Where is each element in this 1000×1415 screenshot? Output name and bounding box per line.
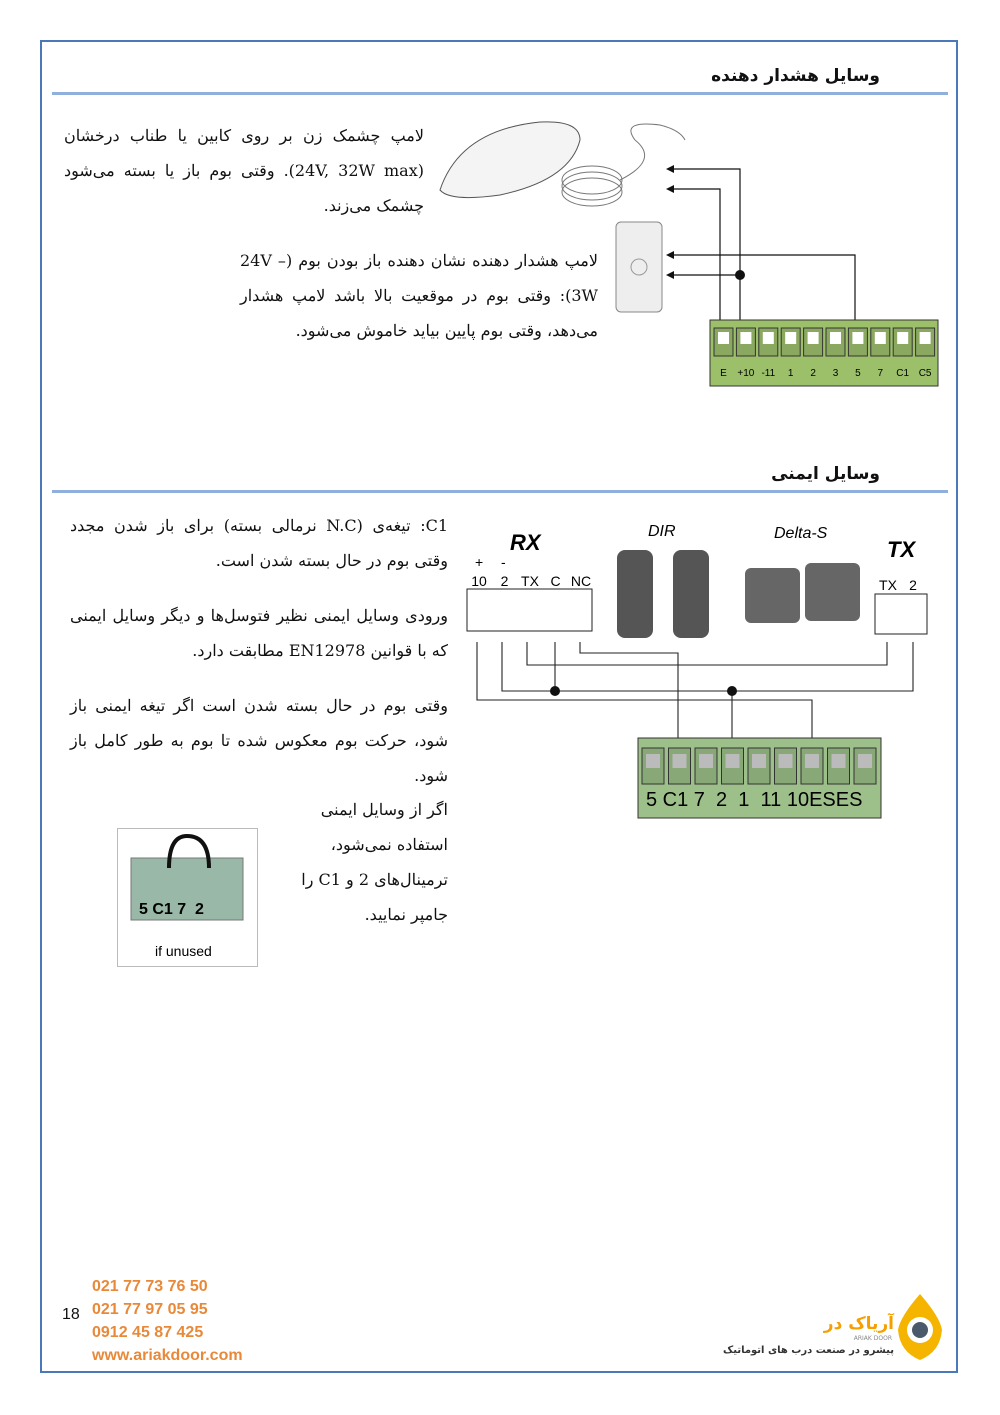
terminal-label: 5 <box>855 368 861 379</box>
slogan: پیشرو در صنعت درب های اتوماتیک <box>723 1345 894 1356</box>
board-terminal-screw <box>858 754 872 768</box>
jumper-inset <box>117 828 259 968</box>
rx-terminal-block <box>467 589 592 631</box>
rx-terminal-label: C <box>550 573 561 589</box>
terminal-screw <box>718 332 729 344</box>
safety-edge-description: وقتی بوم در حال بسته شدن است اگر تیغه ایمنی باز شود، حرکت بوم معکوس شده تا بوم به طور کامل باز شود. <box>70 696 448 785</box>
page-number: 18 <box>62 1306 80 1323</box>
terminal-screw <box>852 332 863 344</box>
board-terminal-screw <box>726 754 740 768</box>
tx-terminal-block <box>875 594 927 634</box>
delta-s-photocell-image <box>745 563 860 623</box>
contact-info <box>92 1275 243 1367</box>
rx-terminal-label: NC <box>570 573 592 589</box>
board-terminal-screw <box>779 754 793 768</box>
section-title-safety-devices: وسایل ایمنی <box>771 464 880 484</box>
section-divider <box>52 490 948 493</box>
terminal-screw <box>740 332 751 344</box>
terminal-screw <box>785 332 796 344</box>
board-terminal-screw <box>673 754 687 768</box>
terminal-screw <box>830 332 841 344</box>
phone-1: 021 77 73 76 50 <box>92 1278 208 1295</box>
section-title-warning-devices: وسایل هشدار دهنده <box>711 66 880 86</box>
tx-label: TX <box>887 537 916 562</box>
logo-mark-icon <box>890 1292 950 1362</box>
rx-terminal-label: 10 <box>471 573 487 589</box>
board-terminal-screw <box>646 754 660 768</box>
terminal-label: 3 <box>832 368 839 379</box>
dir-photocell-image <box>617 550 709 638</box>
cable-coil-image <box>562 124 685 206</box>
terminal-screw <box>763 332 774 344</box>
c1-description: C1: تیغه‌ی (N.C نرمالی بسته) برای باز شدن مجدد وقتی بوم در حال بسته شدن است. <box>70 516 448 570</box>
phone-2: 021 77 97 05 95 <box>92 1301 208 1318</box>
company-logo <box>723 1292 950 1362</box>
safety-input-description: ورودی وسایل ایمنی نظیر فتوسل‌ها و دیگر وسایل ایمنی که با قوانین EN12978 مطابقت دارد. <box>70 606 448 660</box>
phone-3: 0912 45 87 425 <box>92 1324 204 1341</box>
delta-s-label: Delta-S <box>774 525 828 542</box>
terminal-label: C5 <box>918 368 932 379</box>
tx-terminal-label: 2 <box>909 577 917 593</box>
terminal-screw <box>897 332 908 344</box>
section-divider <box>52 92 948 95</box>
terminal-label: E <box>720 368 727 379</box>
rx-plus: + <box>475 554 484 570</box>
rx-minus: - <box>501 554 506 570</box>
rx-terminal-label: TX <box>521 573 539 589</box>
logo-subtext: ARIAK DOOR <box>853 1335 892 1342</box>
rx-terminal-label: 2 <box>500 573 509 589</box>
safety-wiring-diagram <box>460 510 950 830</box>
flasher-lamp-image <box>440 122 580 198</box>
flasher-description: لامپ چشمک زن بر روی کابین یا طناب درخشان (24V, 32W max). وقتی بوم باز یا بسته می‌شود چشمک می‌زند. <box>64 126 424 215</box>
terminal-label: C1 <box>896 368 910 379</box>
terminal-screw <box>875 332 886 344</box>
dir-label: DIR <box>648 523 676 540</box>
logo-text: آریاک در <box>823 1314 894 1334</box>
terminal-label: 7 <box>877 368 884 379</box>
warning-wiring-diagram <box>430 110 950 400</box>
indicator-lamp-image <box>616 222 662 312</box>
board-terminal-labels: 5 C1 7 2 1 11 10ESES <box>646 789 863 811</box>
jumper-instruction: اگر از وسایل ایمنی استفاده نمی‌شود، ترمینال‌های 2 و C1 را جامپر نمایید. <box>301 800 448 924</box>
terminal-label: 1 <box>787 368 794 379</box>
board-terminal-screw <box>805 754 819 768</box>
terminal-label: -11 <box>761 368 776 379</box>
terminal-screw <box>808 332 819 344</box>
board-terminal-screw <box>832 754 846 768</box>
tx-terminal-label: TX <box>879 577 897 593</box>
jumper-terminal-labels: 5 C1 7 2 <box>139 901 204 918</box>
board-terminal-screw <box>752 754 766 768</box>
terminal-label: 2 <box>810 368 816 379</box>
board-terminal-screw <box>699 754 713 768</box>
indicator-lamp-description: لامپ هشدار دهنده نشان دهنده باز بودن بوم (24V –3W): وقتی بوم در موقعیت بالا باشد لامپ هشدار می‌دهد، وقتی بوم پایین بیاید خاموش می‌شود. <box>240 251 598 340</box>
terminal-label: +10 <box>737 368 755 379</box>
website-link[interactable]: www.ariakdoor.com <box>92 1347 243 1364</box>
rx-label: RX <box>510 530 541 555</box>
jumper-caption: if unused <box>155 943 212 959</box>
terminal-screw <box>920 332 931 344</box>
